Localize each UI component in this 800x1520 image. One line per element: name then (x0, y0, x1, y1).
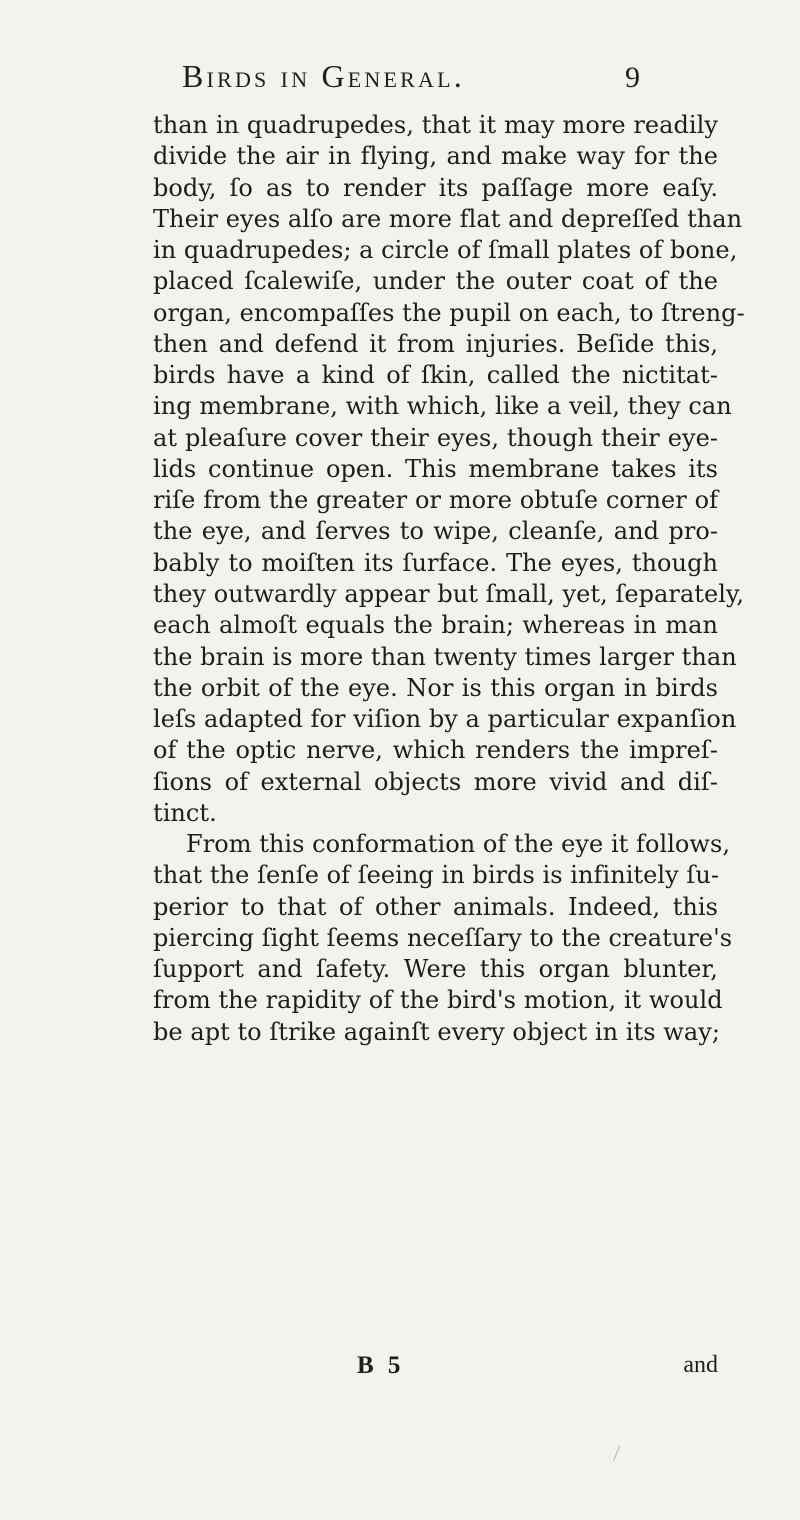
text-line: From this conformation of the eye it follows, (186, 830, 731, 859)
text-line: the orbit of the eye. Nor is this organ in birds (153, 673, 718, 702)
page-footer (153, 1352, 718, 1384)
text-line: piercing ſight ſeems neceſſary to the creature's (153, 923, 733, 952)
text-line: the brain is more than twenty times larger than (153, 642, 737, 671)
text-line: perior to that of other animals. Indeed, this (153, 892, 718, 921)
text-line: organ, encompaſſes the pupil on each, to ſtreng- (153, 298, 745, 327)
page-header (182, 58, 782, 108)
text-line: leſs adapted for viſion by a particular expanſion (153, 705, 737, 734)
text-line: body, ſo as to render its paſſage more eaſy. (153, 173, 718, 202)
text-line: from the rapidity of the bird's motion, it would (153, 986, 723, 1015)
running-title: Birds in General. (182, 58, 465, 94)
text-line: be apt to ſtrike againſt every object in its way; (153, 1017, 720, 1046)
text-line: tinct. (153, 798, 217, 827)
text-line: that the ſenſe of ſeeing in birds is infinitely ſu- (153, 861, 719, 890)
text-line: then and defend it from injuries. Beſide this, (153, 329, 718, 358)
text-line: ing membrane, with which, like a veil, they can (153, 392, 732, 421)
text-line: of the optic nerve, which renders the impreſ- (153, 736, 718, 765)
paper-mark (613, 1446, 624, 1463)
body-text (153, 110, 745, 1048)
text-line: lids continue open. This membrane takes its (153, 454, 718, 483)
text-line: at pleaſure cover their eyes, though their eye- (153, 423, 718, 452)
text-line: divide the air in flying, and make way for the (153, 142, 718, 171)
text-line: in quadrupedes; a circle of ſmall plates of bone, (153, 236, 738, 265)
text-line: ſions of external objects more vivid and diſ- (153, 767, 718, 796)
text-line: placed ſcalewiſe, under the outer coat of the (153, 267, 718, 296)
text-line: Their eyes alſo are more flat and depreſſed than (153, 204, 743, 233)
text-line: the eye, and ſerves to wipe, cleanſe, and pro- (153, 517, 718, 546)
signature-mark: B 5 (357, 1352, 405, 1379)
text-line: birds have a kind of ſkin, called the nictitat- (153, 361, 718, 390)
text-line: they outwardly appear but ſmall, yet, ſeparately, (153, 579, 745, 608)
text-line: bably to moiſten its ſurface. The eyes, though (153, 548, 718, 577)
text-line: each almoſt equals the brain; whereas in man (153, 611, 718, 640)
page-number: 9 (625, 61, 640, 94)
catchword: and (683, 1352, 718, 1378)
text-line: ſupport and ſafety. Were this organ blunter, (153, 955, 718, 984)
text-line: than in quadrupedes, that it may more readily (153, 111, 718, 139)
text-line: riſe from the greater or more obtuſe corner of (153, 486, 718, 515)
